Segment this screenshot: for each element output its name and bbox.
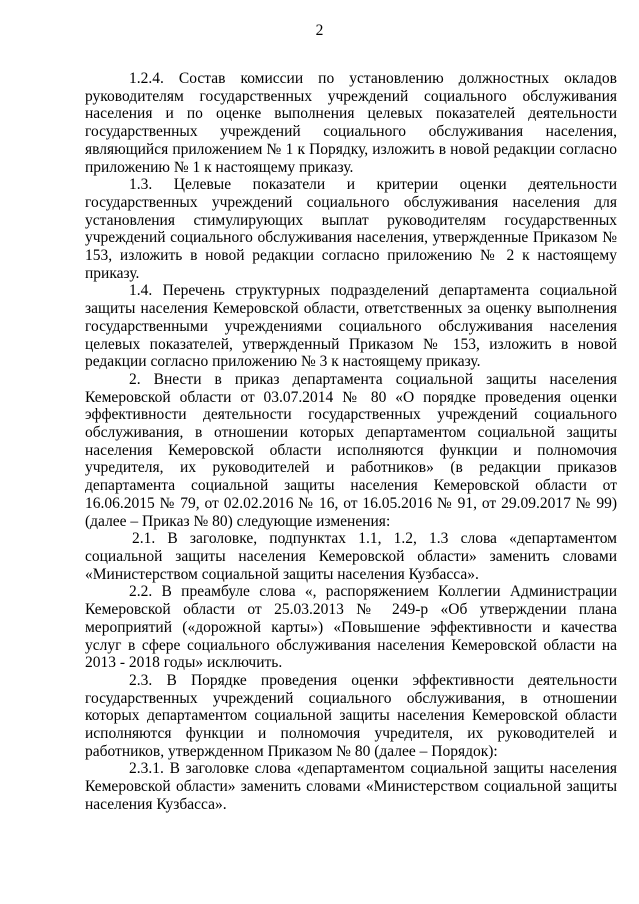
paragraph-2-1: 2.1. В заголовке, подпунктах 1.1, 1.2, 1.3 слова «департаментом социальной защиты населения Кемеровской области» заменить словами «Министерством социальной защиты населения Кузбасса». bbox=[85, 530, 617, 583]
paragraph-2: 2. Внести в приказ департамента социальной защиты населения Кемеровской области от 03.07.2014 № 80 «О порядке проведения оценки эффективности деятельности государственных учреждений социального обслуживания, в отношении которых департаментом социальной защиты населения Кемеровской области исполняются функции и полномочия учредителя, их руководителей и работников» (в редакции приказов департамента социальной защиты населения Кемеровской области от 16.06.2015 № 79, от 02.02.2016 № 16, от 16.05.2016 № 91, от 29.09.2017 № 99) (далее – Приказ № 80) следующие изменения: bbox=[85, 370, 617, 530]
paragraph-1-4: 1.4. Перечень структурных подразделений департамента социальной защиты населения Кемеровской области, ответственных за оценку выполнения государственными учреждениями социального обслуживания населения целевых показателей, утвержденный Приказом № 153, изложить в новой редакции согласно приложению № 3 к настоящему приказу. bbox=[85, 282, 617, 371]
paragraph-1-3: 1.3. Целевые показатели и критерии оценки деятельности государственных учреждений социального обслуживания населения для установления стимулирующих выплат руководителям государственных учреждений социального обслуживания населения, утвержденные Приказом № 153, изложить в новой редакции согласно приложению № 2 к настоящему приказу. bbox=[85, 176, 617, 282]
paragraph-2-3-1: 2.3.1. В заголовке слова «департаментом социальной защиты населения Кемеровской области» заменить словами «Министерством социальной защиты населения Кузбасса». bbox=[85, 760, 617, 813]
paragraph-2-3: 2.3. В Порядке проведения оценки эффективности деятельности государственных учреждений социального обслуживания, в отношении которых департаментом социальной защиты населения Кемеровской области исполняются функции и полномочия учредителя, их руководителей и работников, утвержденном Приказом № 80 (далее – Порядок): bbox=[85, 671, 617, 760]
paragraph-2-2: 2.2. В преамбуле слова «, распоряжением Коллегии Администрации Кемеровской области от 25.03.2013 № 249-р «Об утверждении плана мероприятий («дорожной карты») «Повышение эффективности и качества услуг в сфере социального обслуживания населения Кемеровской области на 2013 - 2018 годы» исключить. bbox=[85, 583, 617, 672]
paragraph-1-2-4: 1.2.4. Состав комиссии по установлению должностных окладов руководителям государственных учреждений социального обслуживания населения и по оценке выполнения целевых показателей деятельности государственных учреждений социального обслуживания населения, являющийся приложением № 1 к Порядку, изложить в новой редакции согласно приложению № 1 к настоящему приказу. bbox=[85, 70, 617, 176]
document-body bbox=[85, 70, 617, 814]
page-number: 2 bbox=[315, 22, 324, 39]
